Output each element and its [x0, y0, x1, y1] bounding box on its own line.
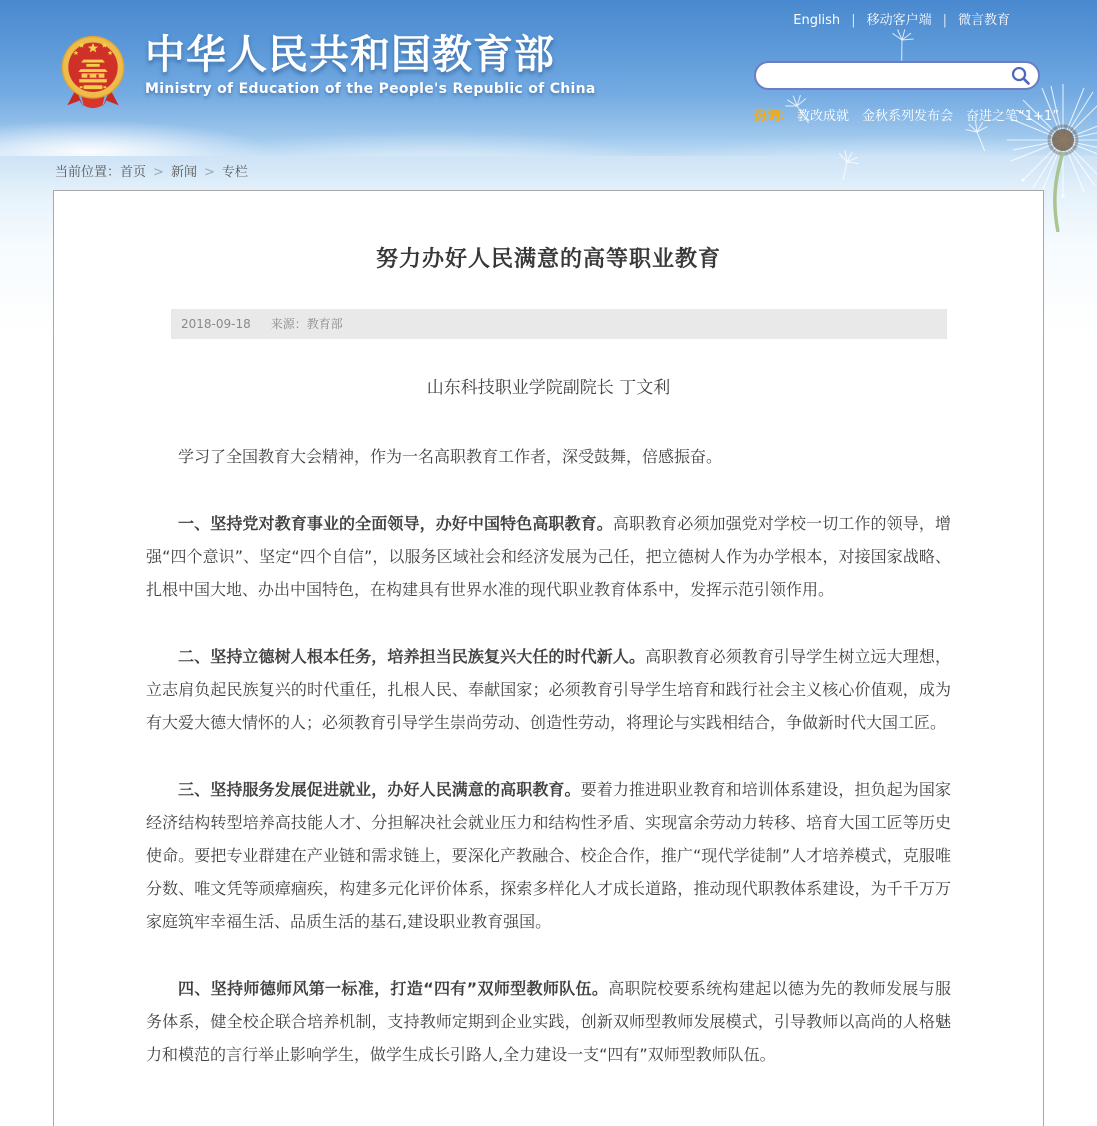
article-title: 努力办好人民满意的高等职业教育 [375, 247, 721, 272]
hot-words-bar [754, 105, 1059, 124]
search-box[interactable] [754, 61, 1040, 90]
search-input[interactable] [769, 65, 997, 86]
hot-words-label: 热词： [754, 109, 794, 124]
hot-word-link[interactable]: 教改成就 [797, 109, 850, 124]
article-meta-bar [171, 309, 947, 339]
search-icon[interactable] [1010, 65, 1031, 86]
link-mobile-client[interactable]: 移动客户端 [866, 13, 932, 28]
article-body [146, 440, 951, 1071]
paragraph: 学习了全国教育大会精神，作为一名高职教育工作者，深受鼓舞，倍感振奋。 [178, 447, 723, 466]
site-brand-text [145, 32, 596, 97]
search-area [754, 61, 1059, 124]
site-title: 中华人民共和国教育部 [145, 32, 555, 78]
breadcrumb-column[interactable]: 专栏 [221, 165, 248, 180]
paragraph: 二、坚持立德树人根本任务，培养担当民族复兴大任的时代新人。高职教育必须教育引导学生树立远大理想，立志肩负起民族复兴的时代重任，扎根人民、奉献国家；必须教育引导学生培育和践行社会主义核心价值观，成为有大爱大德大情怀的人；必须教育引导学生崇尚劳动、创造性劳动，将理论与实践相结合，争做新时代大国工匠。 [146, 647, 951, 732]
breadcrumb-home[interactable]: 首页 [120, 165, 147, 180]
article-panel [53, 190, 1044, 1126]
article-source-label: 来源： [270, 317, 307, 331]
breadcrumb [55, 161, 248, 180]
top-links-separator: | [942, 13, 947, 28]
top-links-separator: | [851, 13, 856, 28]
paragraph: 三、坚持服务发展促进就业，办好人民满意的高职教育。要着力推进职业教育和培训体系建设，担负起为国家经济结构转型培养高技能人才、分担解决社会就业压力和结构性矛盾、实现富余劳动力转移、培育大国工匠等历史使命。要把专业群建在产业链和需求链上，要深化产教融合、校企合作，推广“现代学徒制”人才培养模式，克服唯分数、唯文凭等顽瘴痼疾，构建多元化评价体系，探索多样化人才成长道路，推动现代职教体系建设，为千千万万家庭筑牢幸福生活、品质生活的基石,建设职业教育强国。 [146, 780, 951, 931]
national-emblem-logo [55, 32, 131, 112]
paragraph: 四、坚持师德师风第一标准，打造“四有”双师型教师队伍。高职院校要系统构建起以德为先的教师发展与服务体系，健全校企联合培养机制，支持教师定期到企业实践，创新双师型教师发展模式，引导教师以高尚的人格魅力和模范的言行举止影响学生，做学生成长引路人,全力建设一支“四有”双师型教师队伍。 [146, 979, 951, 1064]
site-subtitle: Ministry of Education of the People's Republic of China [145, 81, 596, 97]
article-date: 2018-09-18 [181, 317, 251, 331]
article [54, 242, 1043, 1071]
paragraph: 一、坚持党对教育事业的全面领导，办好中国特色高职教育。高职教育必须加强党对学校一切工作的领导，增强“四个意识”、坚定“四个自信”，以服务区域社会和经济发展为己任，把立德树人作为办学根本，对接国家战略、扎根中国大地、办出中国特色，在构建具有世界水准的现代职业教育体系中，发挥示范引领作用。 [146, 514, 951, 599]
hot-word-link[interactable]: 金秋系列发布会 [862, 109, 954, 124]
article-source: 教育部 [306, 317, 343, 331]
link-weiyan-education[interactable]: 微言教育 [957, 13, 1010, 28]
site-brand[interactable] [55, 32, 596, 112]
breadcrumb-news[interactable]: 新闻 [170, 165, 197, 180]
breadcrumb-label: 当前位置： [55, 165, 121, 180]
breadcrumb-separator: > [153, 165, 164, 180]
link-english[interactable]: English [793, 13, 841, 28]
top-links-bar [782, 9, 1021, 28]
hot-word-link[interactable]: 奋进之笔“1+1” [966, 109, 1059, 124]
breadcrumb-separator: > [203, 165, 215, 180]
article-byline: 山东科技职业学院副院长 丁文利 [426, 378, 671, 398]
site-banner [0, 0, 1097, 156]
